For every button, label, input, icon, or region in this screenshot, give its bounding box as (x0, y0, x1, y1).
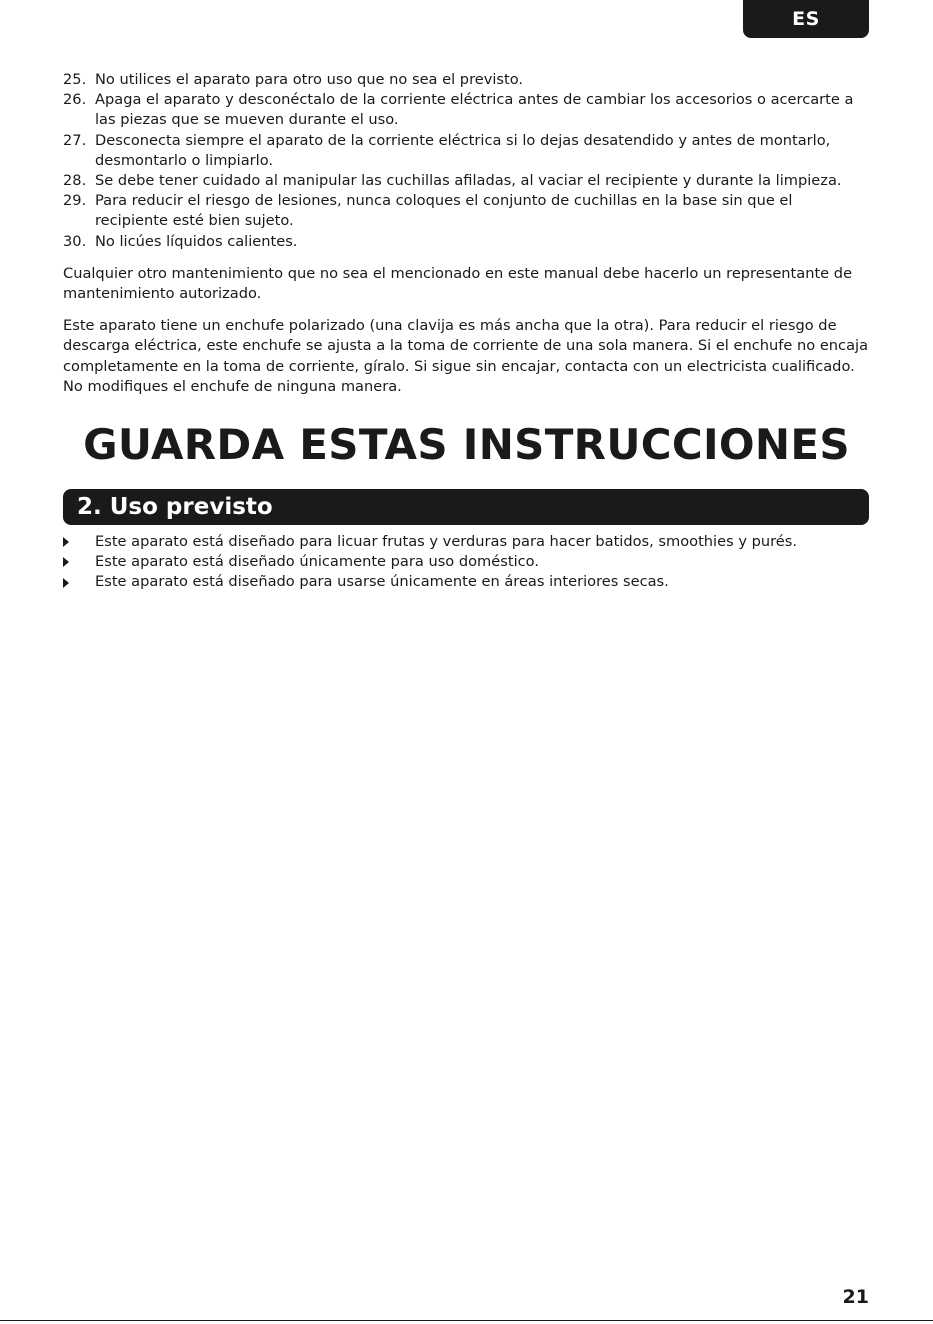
language-badge (743, 0, 869, 38)
section-heading-title: 2. Uso previsto (77, 494, 273, 520)
list-item-number: 27. (63, 131, 87, 149)
list-item-text: Este aparato está diseñado para licuar frutas y verduras para hacer batidos, smoothies y purés. (95, 533, 798, 550)
save-instructions-heading: GUARDA ESTAS INSTRUCCIONES (83, 420, 850, 469)
triangle-bullet-icon (63, 572, 95, 592)
list-item (63, 70, 869, 90)
list-item (63, 90, 869, 130)
triangle-bullet-icon (63, 552, 95, 572)
page-number: 21 (842, 1286, 869, 1308)
list-item-text: Se debe tener cuidado al manipular las cuchillas afiladas, al vaciar el recipiente y durante la limpieza. (95, 172, 842, 190)
safety-list (63, 70, 869, 252)
intended-use-list (63, 532, 869, 593)
safety-instructions-continued (63, 70, 869, 397)
list-item (63, 572, 869, 592)
list-item-text: Este aparato está diseñado únicamente para uso doméstico. (95, 553, 539, 571)
list-item (63, 532, 869, 552)
list-item-text: Este aparato está diseñado para usarse únicamente en áreas interiores secas. (95, 573, 669, 591)
list-item-text: Desconecta siempre el aparato de la corriente eléctrica si lo dejas desatendido y antes de montarlo, desmontarlo o limpiarlo. (95, 131, 831, 169)
list-item-text: No licúes líquidos calientes. (95, 232, 298, 250)
list-item (63, 171, 869, 191)
polarized-plug-paragraph: Este aparato tiene un enchufe polarizado (una clavija es más ancha que la otra). Para reducir el riesgo de descarga eléctrica, este enchufe se ajusta a la toma de corriente de una sola manera. Si el enchufe no encaja completamente en la toma de corriente, gíralo. Si sigue sin encajar, contacta con un electricista cualificado. No modifiques el enchufe de ninguna manera. (63, 317, 869, 395)
list-item (63, 232, 869, 252)
section-heading-bar (63, 489, 869, 525)
list-item-text: Apaga el aparato y desconéctalo de la corriente eléctrica antes de cambiar los accesorios o acercarte a las piezas que se mueven durante el uso. (95, 91, 854, 129)
list-item-number: 25. (63, 71, 87, 88)
list-item (63, 552, 869, 572)
triangle-bullet-icon (63, 532, 95, 552)
list-item (63, 191, 869, 231)
list-item-text: No utilices el aparato para otro uso que no sea el previsto. (95, 71, 524, 88)
list-item (63, 131, 869, 171)
maintenance-paragraph: Cualquier otro mantenimiento que no sea el mencionado en este manual debe hacerlo un representante de mantenimiento autorizado. (63, 264, 853, 303)
list-item-number: 29. (63, 192, 87, 210)
list-item-number: 26. (63, 91, 87, 109)
list-item-number: 28. (63, 172, 87, 190)
list-item-text: Para reducir el riesgo de lesiones, nunca coloques el conjunto de cuchillas en la base sin que el recipiente esté bien sujeto. (95, 192, 793, 230)
list-item-number: 30. (63, 232, 87, 250)
language-badge-label: ES (792, 8, 820, 30)
bottom-divider (0, 1320, 933, 1321)
